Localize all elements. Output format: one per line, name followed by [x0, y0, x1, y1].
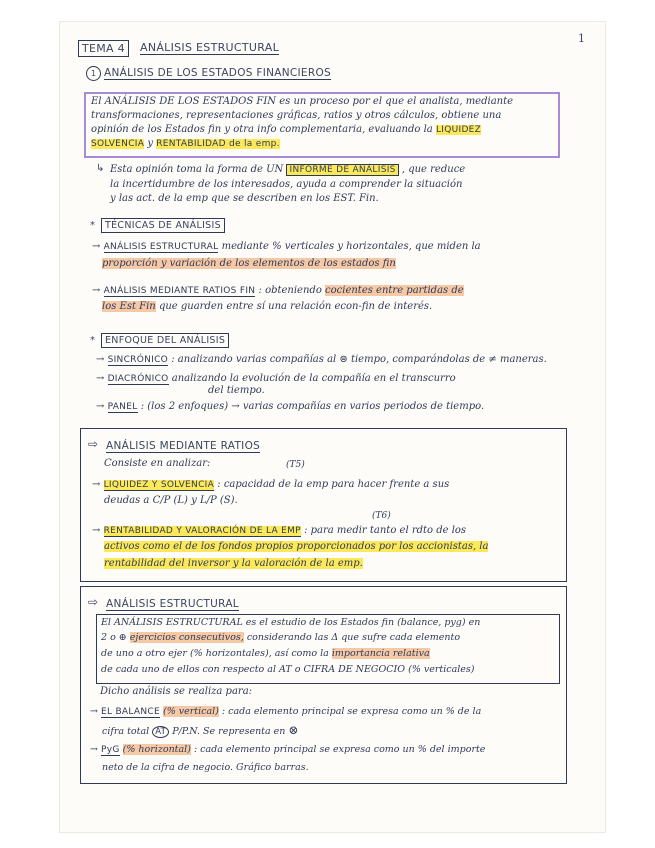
- tecnicas-title: TÉCNICAS DE ANÁLISIS: [101, 218, 225, 233]
- tecnica-line: [102, 301, 432, 312]
- definition-text: opinión de los Estados fin y otra info complementaria, evaluando la: [91, 124, 433, 135]
- arrow-icon: →: [90, 706, 98, 717]
- estructural-def-text: considerando las Δ que sufre cada elemento: [246, 632, 461, 643]
- opinion-line: la incertidumbre de los interesados, ayuda a comprender la situación: [110, 179, 463, 190]
- solvencia-highlight: SOLVENCIA: [91, 139, 145, 149]
- arrow-icon: →: [92, 241, 101, 252]
- circle-x-icon: ⊗: [288, 723, 299, 737]
- informe-highlight: INFORME DE ANÁLISIS: [286, 164, 398, 176]
- liquidez-solvencia-highlight: LIQUIDEZ Y SOLVENCIA: [103, 480, 215, 490]
- estructural-def-text: 2 o ⊕: [101, 632, 127, 643]
- vertical-highlight: (% vertical): [163, 706, 219, 717]
- asterisk-icon: *: [90, 220, 95, 231]
- balance-label: EL BALANCE: [101, 707, 160, 717]
- enfoque-name: PANEL: [107, 402, 138, 412]
- tecnica-highlight: proporción y variación de los elementos de los estados fin: [102, 258, 396, 269]
- opinion-line: [110, 164, 465, 175]
- rentabilidad-highlight: RENTABILIDAD de la emp.: [156, 139, 280, 149]
- ratio-item: [92, 525, 466, 536]
- arrow-icon: →: [92, 479, 101, 490]
- balance-desc: : cada elemento principal se expresa como un % de la: [221, 706, 482, 717]
- horizontal-highlight: (% horizontal): [122, 744, 191, 755]
- arrow-icon: →: [92, 285, 101, 296]
- balance-item: [90, 706, 481, 717]
- t6-label: (T6): [372, 511, 391, 521]
- tecnica-highlight: los Est Fin: [102, 301, 156, 312]
- pyg-line: neto de la cifra de negocio. Gráfico barras.: [102, 762, 309, 773]
- ratio-highlight: activos como el de los fondos propios proporcionados por los accionistas, la: [104, 541, 489, 552]
- t5-label: (T5): [286, 460, 305, 470]
- balance-text: cifra total: [102, 726, 150, 737]
- balance-text: P/P.N. Se representa en: [172, 726, 286, 737]
- estructural-title: ANÁLISIS ESTRUCTURAL: [106, 598, 239, 610]
- ratio-item: [92, 479, 449, 490]
- ratio-line: [104, 558, 363, 569]
- arrow-box-icon: ⇨: [88, 437, 99, 451]
- ratios-title: ANÁLISIS MEDIANTE RATIOS: [106, 440, 261, 452]
- section-number-circle: 1: [86, 66, 101, 81]
- definition-line: El ANÁLISIS DE LOS ESTADOS FIN es un proceso por el que el analista, mediante: [91, 96, 514, 107]
- tema-label: TEMA 4: [78, 40, 129, 57]
- opinion-line: y las act. de la emp que se describen en los EST. Fin.: [110, 193, 379, 204]
- enfoque-name: SINCRÓNICO: [107, 355, 169, 365]
- tecnica-highlight: cocientes entre partidas de: [325, 285, 464, 296]
- pyg-desc: : cada elemento principal se expresa como un % del importe: [193, 744, 486, 755]
- tecnica-desc: : obteniendo: [258, 285, 322, 296]
- enfoque-desc: analizando la evolución de la compañía en el transcurro: [171, 373, 456, 384]
- tecnica-desc: que guarden entre sí una relación econ-fin de interés.: [158, 301, 433, 312]
- enfoque-desc: : (los 2 enfoques) → varias compañías en varios periodos de tiempo.: [140, 401, 485, 412]
- definition-line: [91, 124, 481, 135]
- ratio-highlight: rentabilidad del inversor y la valoración de la emp.: [104, 558, 363, 569]
- importancia-highlight: importancia relativa: [331, 648, 430, 659]
- enfoque-name: DIACRÓNICO: [107, 374, 169, 384]
- arrow-icon: ↳: [96, 163, 105, 174]
- arrow-icon: →: [96, 401, 105, 412]
- enfoque-desc: : analizando varias compañías al ⊜ tiempo, comparándolas de ≠ maneras.: [171, 354, 547, 365]
- page-title: ANÁLISIS ESTRUCTURAL: [140, 41, 280, 54]
- estructural-para: Dicho análisis se realiza para:: [100, 686, 253, 697]
- definition-connector: y: [147, 138, 154, 149]
- tecnica-item: [92, 285, 464, 296]
- pyg-item: [90, 744, 485, 755]
- arrow-icon: →: [96, 373, 105, 384]
- estructural-def-line: de cada uno de ellos con respecto al AT o CIFRA DE NEGOCIO (% verticales): [101, 664, 475, 675]
- arrow-icon: →: [96, 354, 105, 365]
- estructural-def-line: [101, 632, 460, 643]
- definition-line: transformaciones, representaciones gráficas, ratios y otros cálculos, obtiene una: [91, 110, 502, 121]
- tecnica-desc: mediante % verticales y horizontales, que miden la: [221, 241, 481, 252]
- arrow-icon: →: [90, 744, 98, 755]
- section1-title: ANÁLISIS DE LOS ESTADOS FINANCIEROS: [104, 67, 331, 79]
- ratio-line: deudas a C/P (L) y L/P (S).: [104, 495, 238, 506]
- arrow-icon: →: [92, 525, 101, 536]
- enfoque-item: [96, 373, 456, 384]
- ratio-desc: : capacidad de la emp para hacer frente a sus: [217, 479, 450, 490]
- tecnica-line: [102, 258, 396, 269]
- enfoque-title: ENFOQUE DEL ANÁLISIS: [101, 333, 229, 348]
- rentabilidad-valoracion-highlight: RENTABILIDAD Y VALORACIÓN DE LA EMP: [103, 526, 301, 536]
- balance-line: [102, 723, 299, 738]
- consecutivos-highlight: ejercicios consecutivos,: [129, 632, 244, 643]
- opinion-text: Esta opinión toma la forma de UN: [110, 164, 284, 175]
- enfoque-item: [96, 401, 484, 412]
- asterisk-icon: *: [90, 335, 95, 346]
- opinion-text: , que reduce: [401, 164, 466, 175]
- pyg-label: PyG: [101, 745, 120, 755]
- ratios-intro: Consiste en analizar:: [104, 458, 211, 469]
- tecnica-item: [92, 241, 481, 252]
- enfoque-line: del tiempo.: [208, 385, 265, 396]
- page-number: 1: [578, 32, 585, 45]
- estructural-def-line: [101, 648, 430, 659]
- enfoque-item: [96, 354, 547, 365]
- tecnica-name: ANÁLISIS ESTRUCTURAL: [103, 242, 219, 252]
- estructural-def-line: El ANÁLISIS ESTRUCTURAL es el estudio de los Estados fin (balance, pyg) en: [101, 617, 481, 628]
- ratio-line: [104, 541, 488, 552]
- liquidez-highlight: LIQUIDEZ: [435, 125, 482, 135]
- definition-line: [91, 138, 280, 149]
- at-circle: AT: [152, 726, 169, 738]
- arrow-box-icon: ⇨: [88, 595, 99, 609]
- estructural-def-text: de uno a otro ejer (% horizontales), así como la: [101, 648, 329, 659]
- ratio-desc: : para medir tanto el rdto de los: [304, 525, 467, 536]
- tecnica-name: ANÁLISIS MEDIANTE RATIOS FIN: [103, 286, 256, 296]
